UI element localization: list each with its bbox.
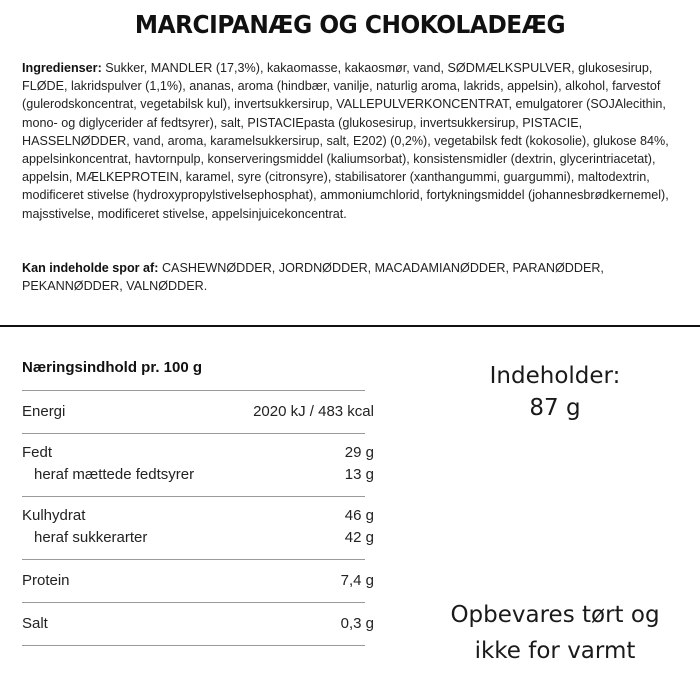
row-label: heraf sukkerarter: [34, 529, 148, 546]
row-label: Kulhydrat: [22, 507, 86, 524]
table-row-sugars: [22, 527, 374, 549]
traces-text: CASHEWNØDDER, JORDNØDDER, MACADAMIANØDDER, PARANØDDER, PEKANNØDDER, VALNØDDER.: [22, 261, 604, 294]
table-row-fat: [22, 442, 374, 464]
storage-line-1: Opbevares tørt og: [450, 602, 660, 628]
row-value: 7,4 g: [340, 572, 374, 589]
row-value: 42 g: [344, 529, 374, 546]
protein-group: [22, 560, 374, 602]
nutrition-heading: Næringsindhold pr. 100 g: [22, 359, 203, 376]
carbs-group: [22, 497, 374, 559]
table-divider: [22, 645, 365, 646]
storage-line-2: ikke for varmt: [474, 638, 636, 664]
net-content-label: Indeholder:: [489, 363, 621, 389]
salt-group: [22, 603, 374, 645]
traces-label: Kan indeholde spor af:: [22, 261, 159, 275]
table-row-salt: [22, 609, 374, 639]
fat-group: [22, 434, 374, 496]
table-row-protein: [22, 566, 374, 596]
table-row-energy: [22, 397, 374, 427]
row-value: 13 g: [344, 466, 374, 483]
row-label: Fedt: [22, 444, 53, 461]
row-label: Protein: [22, 572, 70, 589]
row-label: Energi: [22, 403, 66, 420]
row-value: 29 g: [344, 444, 374, 461]
table-row-saturated: [22, 464, 374, 486]
storage-instructions: [430, 597, 680, 669]
net-content-value: 87 g: [529, 395, 581, 421]
row-value: 0,3 g: [340, 615, 374, 632]
ingredients-label: Ingredienser:: [22, 61, 102, 75]
nutrition-table: [22, 354, 374, 646]
row-value: 2020 kJ / 483 kcal: [253, 403, 374, 420]
row-label: Salt: [22, 615, 48, 632]
ingredients-text: Sukker, MANDLER (17,3%), kakaomasse, kakaosmør, vand, SØDMÆLKSPULVER, glukosesirup, FLØDE, lakridspulver (1,1%), ananas, aroma (hindbær, vanilje, naturlig aroma, lakrids, appelsin), alkohol, farvestof (gulerodskoncentrat, vegetabilsk kul), invertsukkersirup, VALLEPULVERKONCENTRAT, emulgatorer (SOJAlecithin, mono- og diglycerider af fedtsyrer), salt, PISTACIEpasta (glukosesirup, invertsukkersirup, PISTACIE, HASSELNØDDER, vand, aroma, karamelsukkersirup, salt, E202) (0,2%), vegetabilsk fedt (kokosolie), glukose 84%, appelsinkoncentrat, havtornpulp, konserveringsmiddel (kaliumsorbat), konsistensmidler (dextrin, glycerintriacetat), appelsin, MÆLKEPROTEIN, karamel, syre (citronsyre), stabilisatorer (xanthangummi, guargummi), maltodextrin, modificeret stivelse (hydroxypropylstivelsephosphat), ammoniumchlorid, fortykningsmiddel (johannesbrødkernemel), majsstivelse, modificeret stivelse, appelsinjuicekoncentrat.: [22, 61, 669, 221]
ingredients-block: [22, 59, 682, 223]
row-label: heraf mættede fedtsyrer: [34, 466, 195, 483]
section-divider: [0, 325, 700, 327]
net-content: [430, 360, 680, 424]
table-row-carbs: [22, 505, 374, 527]
energy-group: [22, 391, 374, 433]
product-title: MARCIPANÆG OG CHOKOLADEÆG: [134, 10, 566, 39]
traces-block: [22, 259, 682, 295]
row-value: 46 g: [344, 507, 374, 524]
